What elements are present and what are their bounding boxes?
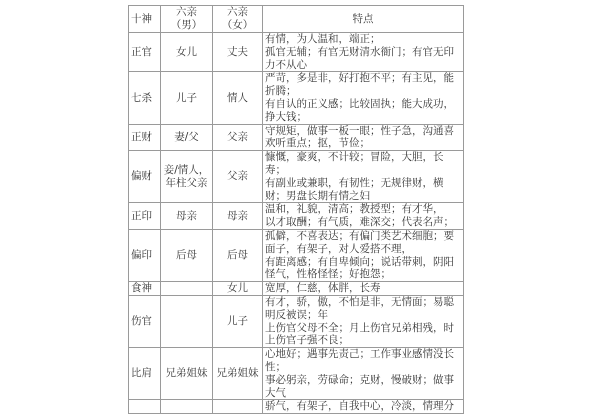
table-row <box>129 348 464 400</box>
traits-cell <box>263 33 464 72</box>
table-row <box>129 229 464 281</box>
header-female-line1: 六亲 <box>227 6 248 19</box>
traits-line: 大气 <box>265 386 286 399</box>
table-row <box>129 72 464 124</box>
shishen-cell: 偏财 <box>129 151 161 203</box>
traits-line: 心地好；遇事先责己；工作事业感情没长 <box>265 348 454 361</box>
traits-line: 孤僻，不喜表达；有偏门类艺术细胞；要 <box>265 229 454 242</box>
shishen-cell: 偏印 <box>129 229 161 281</box>
female-relative-cell: 父亲 <box>213 124 263 151</box>
traits-cell <box>263 229 464 281</box>
traits-line: 欢听重点；抠，节俭； <box>265 137 370 150</box>
male-relative-cell: 儿子 <box>161 72 213 124</box>
traits-line: 温和，礼貌，清高；教授型；有才华， <box>265 203 444 216</box>
header-traits: 特点 <box>263 6 464 33</box>
male-relative-line: 年柱父亲 <box>165 176 208 189</box>
traits-line: 守规矩，做事一板一眼；性子急，沟通喜 <box>265 124 454 137</box>
table-row <box>129 400 464 414</box>
shishen-cell <box>129 400 161 414</box>
traits-line: 上伤官父母不全；月上伤官兄弟相残，时 <box>265 321 454 334</box>
traits-line: 有距离感；有自卑倾向；说话带刺，阴阳 <box>265 255 454 268</box>
traits-line: 上伤官子强不良； <box>265 334 349 347</box>
traits-cell <box>263 203 464 230</box>
traits-cell <box>263 151 464 203</box>
male-relative-line: 妾/情人， <box>163 163 210 176</box>
female-relative-cell: 丈夫 <box>213 33 263 72</box>
traits-line: 力不从心 <box>265 58 307 71</box>
shishen-cell: 食神 <box>129 282 161 296</box>
shishen-cell: 比肩 <box>129 348 161 400</box>
shishen-cell: 正官 <box>129 33 161 72</box>
table-row <box>129 282 464 296</box>
shishen-table <box>128 5 464 414</box>
header-relatives-female <box>213 6 263 33</box>
male-relative-cell: 妻/父 <box>161 124 213 151</box>
traits-line: 怪气，性格怪怪；好抱怨； <box>265 268 391 281</box>
traits-line: 慷慨，豪爽，不计较；冒险，大胆，长 <box>265 151 444 164</box>
table-row <box>129 295 464 347</box>
header-male-line2: （男） <box>170 19 203 31</box>
male-relative-cell <box>161 295 213 347</box>
traits-line: 性； <box>265 360 286 373</box>
traits-line: 严苛，多是非，好打抱不平；有主见，能 <box>265 72 454 85</box>
female-relative-cell: 后母 <box>213 229 263 281</box>
traits-cell <box>263 348 464 400</box>
traits-line: 财；男盘长期有情之妇 <box>265 189 370 202</box>
female-relative-cell: 母亲 <box>213 203 263 230</box>
table-row <box>129 151 464 203</box>
male-relative-cell: 兄弟姐妹 <box>161 348 213 400</box>
traits-line: 骄气，有架子，自我中心，冷淡，情理分 <box>265 400 454 413</box>
traits-line: 寿； <box>265 163 286 176</box>
shishen-cell: 正印 <box>129 203 161 230</box>
header-shishen: 十神 <box>129 6 161 33</box>
table-header-row <box>129 6 464 33</box>
male-relative-cell <box>161 151 213 203</box>
header-male-line1: 六亲 <box>176 6 197 19</box>
table-row <box>129 124 464 151</box>
traits-line: 有才，骄，傲，不怕是非，无情面；易聪 <box>265 295 454 308</box>
traits-line: 有自认的正义感；比较固执；能大成功， <box>265 97 454 110</box>
male-relative-cell: 后母 <box>161 229 213 281</box>
table-row <box>129 203 464 230</box>
male-relative-cell <box>161 282 213 296</box>
traits-line: 宽厚，仁慈，体胖，长寿 <box>265 282 381 295</box>
traits-line: 有情，为人温和，端正； <box>265 33 381 45</box>
header-relatives-male <box>161 6 213 33</box>
male-relative-cell: 母亲 <box>161 203 213 230</box>
traits-line: 事必躬亲，劳碌命；克财，慢破财；做事 <box>265 373 454 386</box>
traits-cell <box>263 400 464 414</box>
shishen-cell: 七杀 <box>129 72 161 124</box>
traits-line: 明反被误；年 <box>265 308 328 321</box>
male-relative-cell: 女儿 <box>161 33 213 72</box>
traits-line: 面子，有架子，对人爱搭不理， <box>265 242 412 255</box>
traits-line: 以才取酬；有气质，难深交；代表名声； <box>265 216 454 229</box>
traits-line: 孤官无辅；有官无财清水衙门；有官无印 <box>265 45 454 58</box>
shishen-cell: 伤官 <box>129 295 161 347</box>
female-relative-cell: 父亲 <box>213 151 263 203</box>
shishen-cell: 正财 <box>129 124 161 151</box>
traits-cell <box>263 282 464 296</box>
traits-cell <box>263 295 464 347</box>
table-row <box>129 33 464 72</box>
header-female-line2: （女） <box>221 19 254 31</box>
traits-cell <box>263 124 464 151</box>
male-relative-cell <box>161 400 213 414</box>
traits-line: 有副业或兼职，有韧性；无规律财，横 <box>265 176 444 189</box>
traits-line: 折腾； <box>265 85 297 98</box>
female-relative-cell: 情人 <box>213 72 263 124</box>
female-relative-cell: 兄弟姐妹 <box>213 348 263 400</box>
traits-line: 挣大钱； <box>265 110 307 123</box>
traits-cell <box>263 72 464 124</box>
female-relative-cell: 儿子 <box>213 295 263 347</box>
female-relative-cell: 女儿 <box>213 282 263 296</box>
female-relative-cell <box>213 400 263 414</box>
